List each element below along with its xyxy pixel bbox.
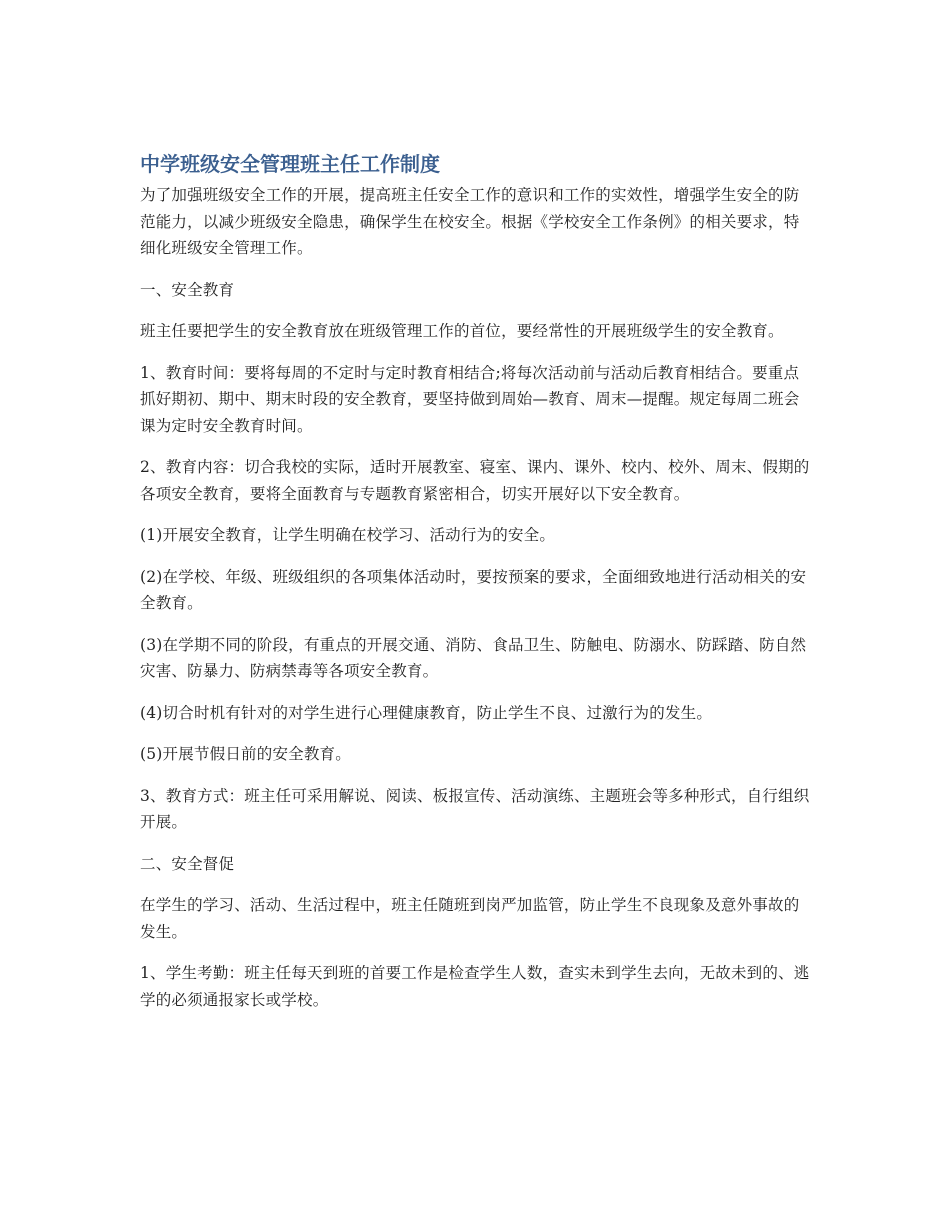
paragraph: 1、学生考勤：班主任每天到班的首要工作是检查学生人数，查实未到学生去向，无故未到的、逃学的必须通报家长或学校。	[140, 964, 810, 1009]
section-heading-safety-education: 一、安全教育	[140, 280, 235, 299]
paragraph: 1、教育时间：要将每周的不定时与定时教育相结合;将每次活动前与活动后教育相结合。要重点抓好期初、期中、期末时段的安全教育，要坚持做到周始—教育、周末—提醒。规定每周二班会课为定时安全教育时间。	[140, 363, 800, 435]
paragraph: 2、教育内容：切合我校的实际，适时开展教室、寝室、课内、课外、校内、校外、周末、假期的各项安全教育，要将全面教育与专题教育紧密相合，切实开展好以下安全教育。	[140, 458, 810, 503]
list-item: (4)切合时机有针对的对学生进行心理健康教育，防止学生不良、过激行为的发生。	[140, 703, 713, 722]
intro-paragraph: 为了加强班级安全工作的开展，提高班主任安全工作的意识和工作的实效性，增强学生安全的防范能力，以减少班级安全隐患，确保学生在校安全。根据《学校安全工作条例》的相关要求，特细化班级安全管理工作。	[140, 186, 800, 257]
paragraph: 在学生的学习、活动、生活过程中，班主任随班到岗严加监管，防止学生不良现象及意外事故的发生。	[140, 896, 800, 941]
paragraph: 3、教育方式：班主任可采用解说、阅读、板报宣传、活动演练、主题班会等多种形式，自行组织开展。	[140, 786, 810, 831]
list-item: (2)在学校、年级、班级组织的各项集体活动时，要按预案的要求，全面细致地进行活动相关的安全教育。	[140, 567, 807, 612]
section-heading-safety-supervision: 二、安全督促	[140, 854, 235, 873]
document-title: 中学班级安全管理班主任工作制度	[140, 152, 440, 176]
document-page	[140, 150, 812, 1028]
list-item: (3)在学期不同的阶段，有重点的开展交通、消防、食品卫生、防触电、防溺水、防踩踏、防自然灾害、防暴力、防病禁毒等各项安全教育。	[140, 635, 807, 680]
paragraph: 班主任要把学生的安全教育放在班级管理工作的首位，要经常性的开展班级学生的安全教育。	[140, 322, 784, 340]
list-item: (1)开展安全教育，让学生明确在校学习、活动行为的安全。	[140, 526, 556, 544]
list-item: (5)开展节假日前的安全教育。	[140, 745, 351, 763]
